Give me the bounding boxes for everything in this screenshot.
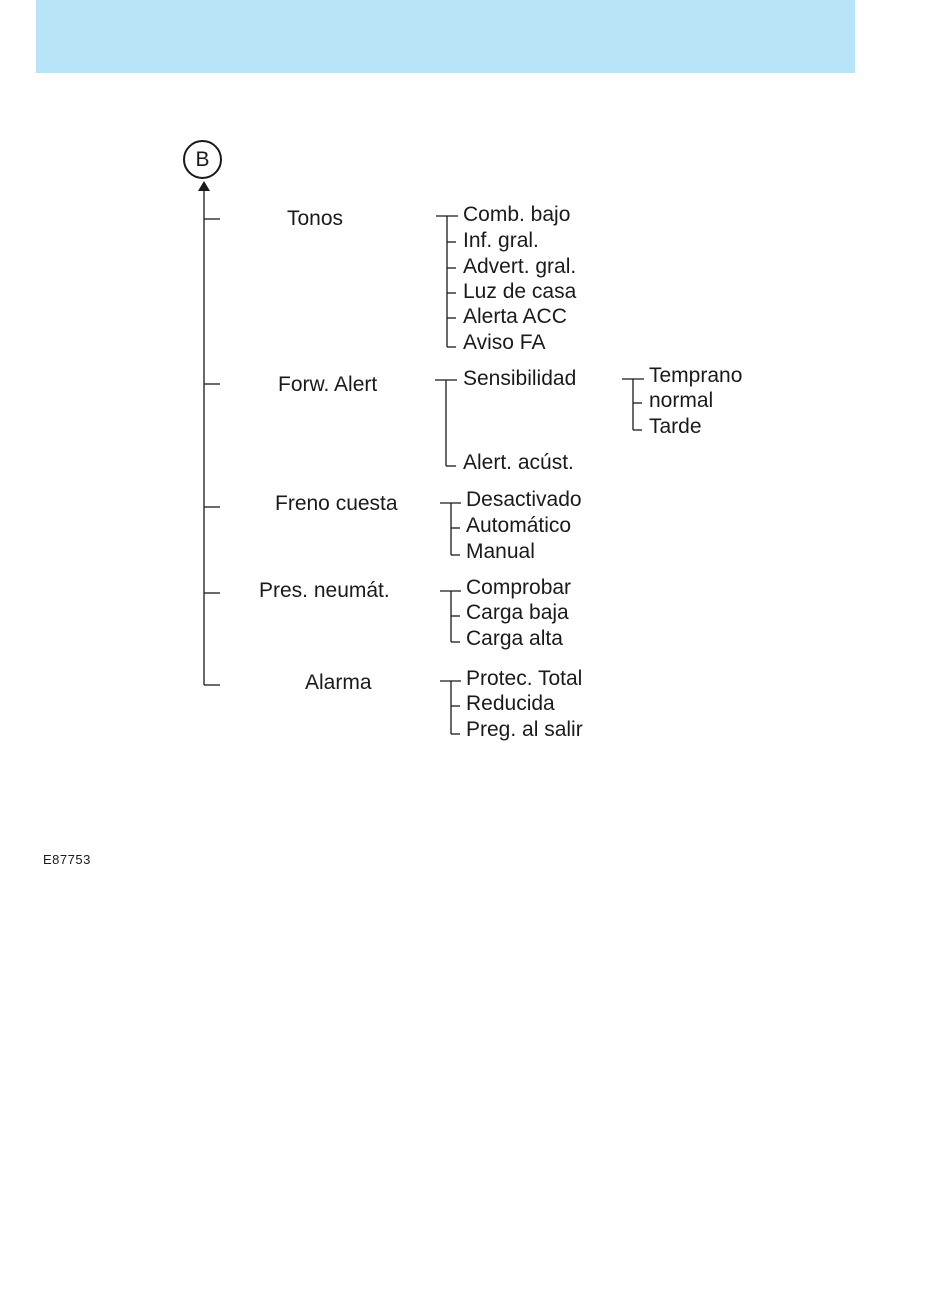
- submenu-item: Inf. gral.: [463, 229, 539, 252]
- spine-arrowhead: [198, 181, 210, 191]
- submenu-item: Manual: [466, 540, 535, 563]
- submenu-item: Reducida: [466, 692, 555, 715]
- submenu-item: Comprobar: [466, 576, 572, 599]
- submenu-item: Preg. al salir: [466, 718, 583, 741]
- submenu-item: Alerta ACC: [463, 305, 567, 328]
- option-item: normal: [649, 389, 714, 412]
- menu-start-badge: B: [183, 140, 222, 179]
- menu-item-freno-cuesta: Freno cuesta: [275, 492, 398, 515]
- submenu-item: Luz de casa: [463, 280, 577, 303]
- submenu-item: Aviso FA: [463, 331, 546, 354]
- submenu-item: Alert. acúst.: [463, 451, 574, 474]
- menu-item-pres-neumat: Pres. neumát.: [259, 579, 390, 602]
- menu-item-alarma: Alarma: [305, 671, 372, 694]
- submenu-item: Advert. gral.: [463, 255, 577, 278]
- figure-code: E87753: [43, 852, 91, 867]
- option-item: Temprano: [649, 364, 743, 387]
- menu-item-forw-alert: Forw. Alert: [278, 373, 378, 396]
- submenu-item: Automático: [466, 514, 572, 537]
- submenu-item: Comb. bajo: [463, 203, 571, 226]
- option-item: Tarde: [649, 415, 702, 438]
- submenu-item: Carga alta: [466, 627, 563, 650]
- submenu-item: Protec. Total: [466, 667, 583, 690]
- submenu-item: Desactivado: [466, 488, 582, 511]
- menu-item-tonos: Tonos: [287, 207, 344, 230]
- submenu-item: Sensibilidad: [463, 367, 577, 390]
- submenu-item: Carga baja: [466, 601, 569, 624]
